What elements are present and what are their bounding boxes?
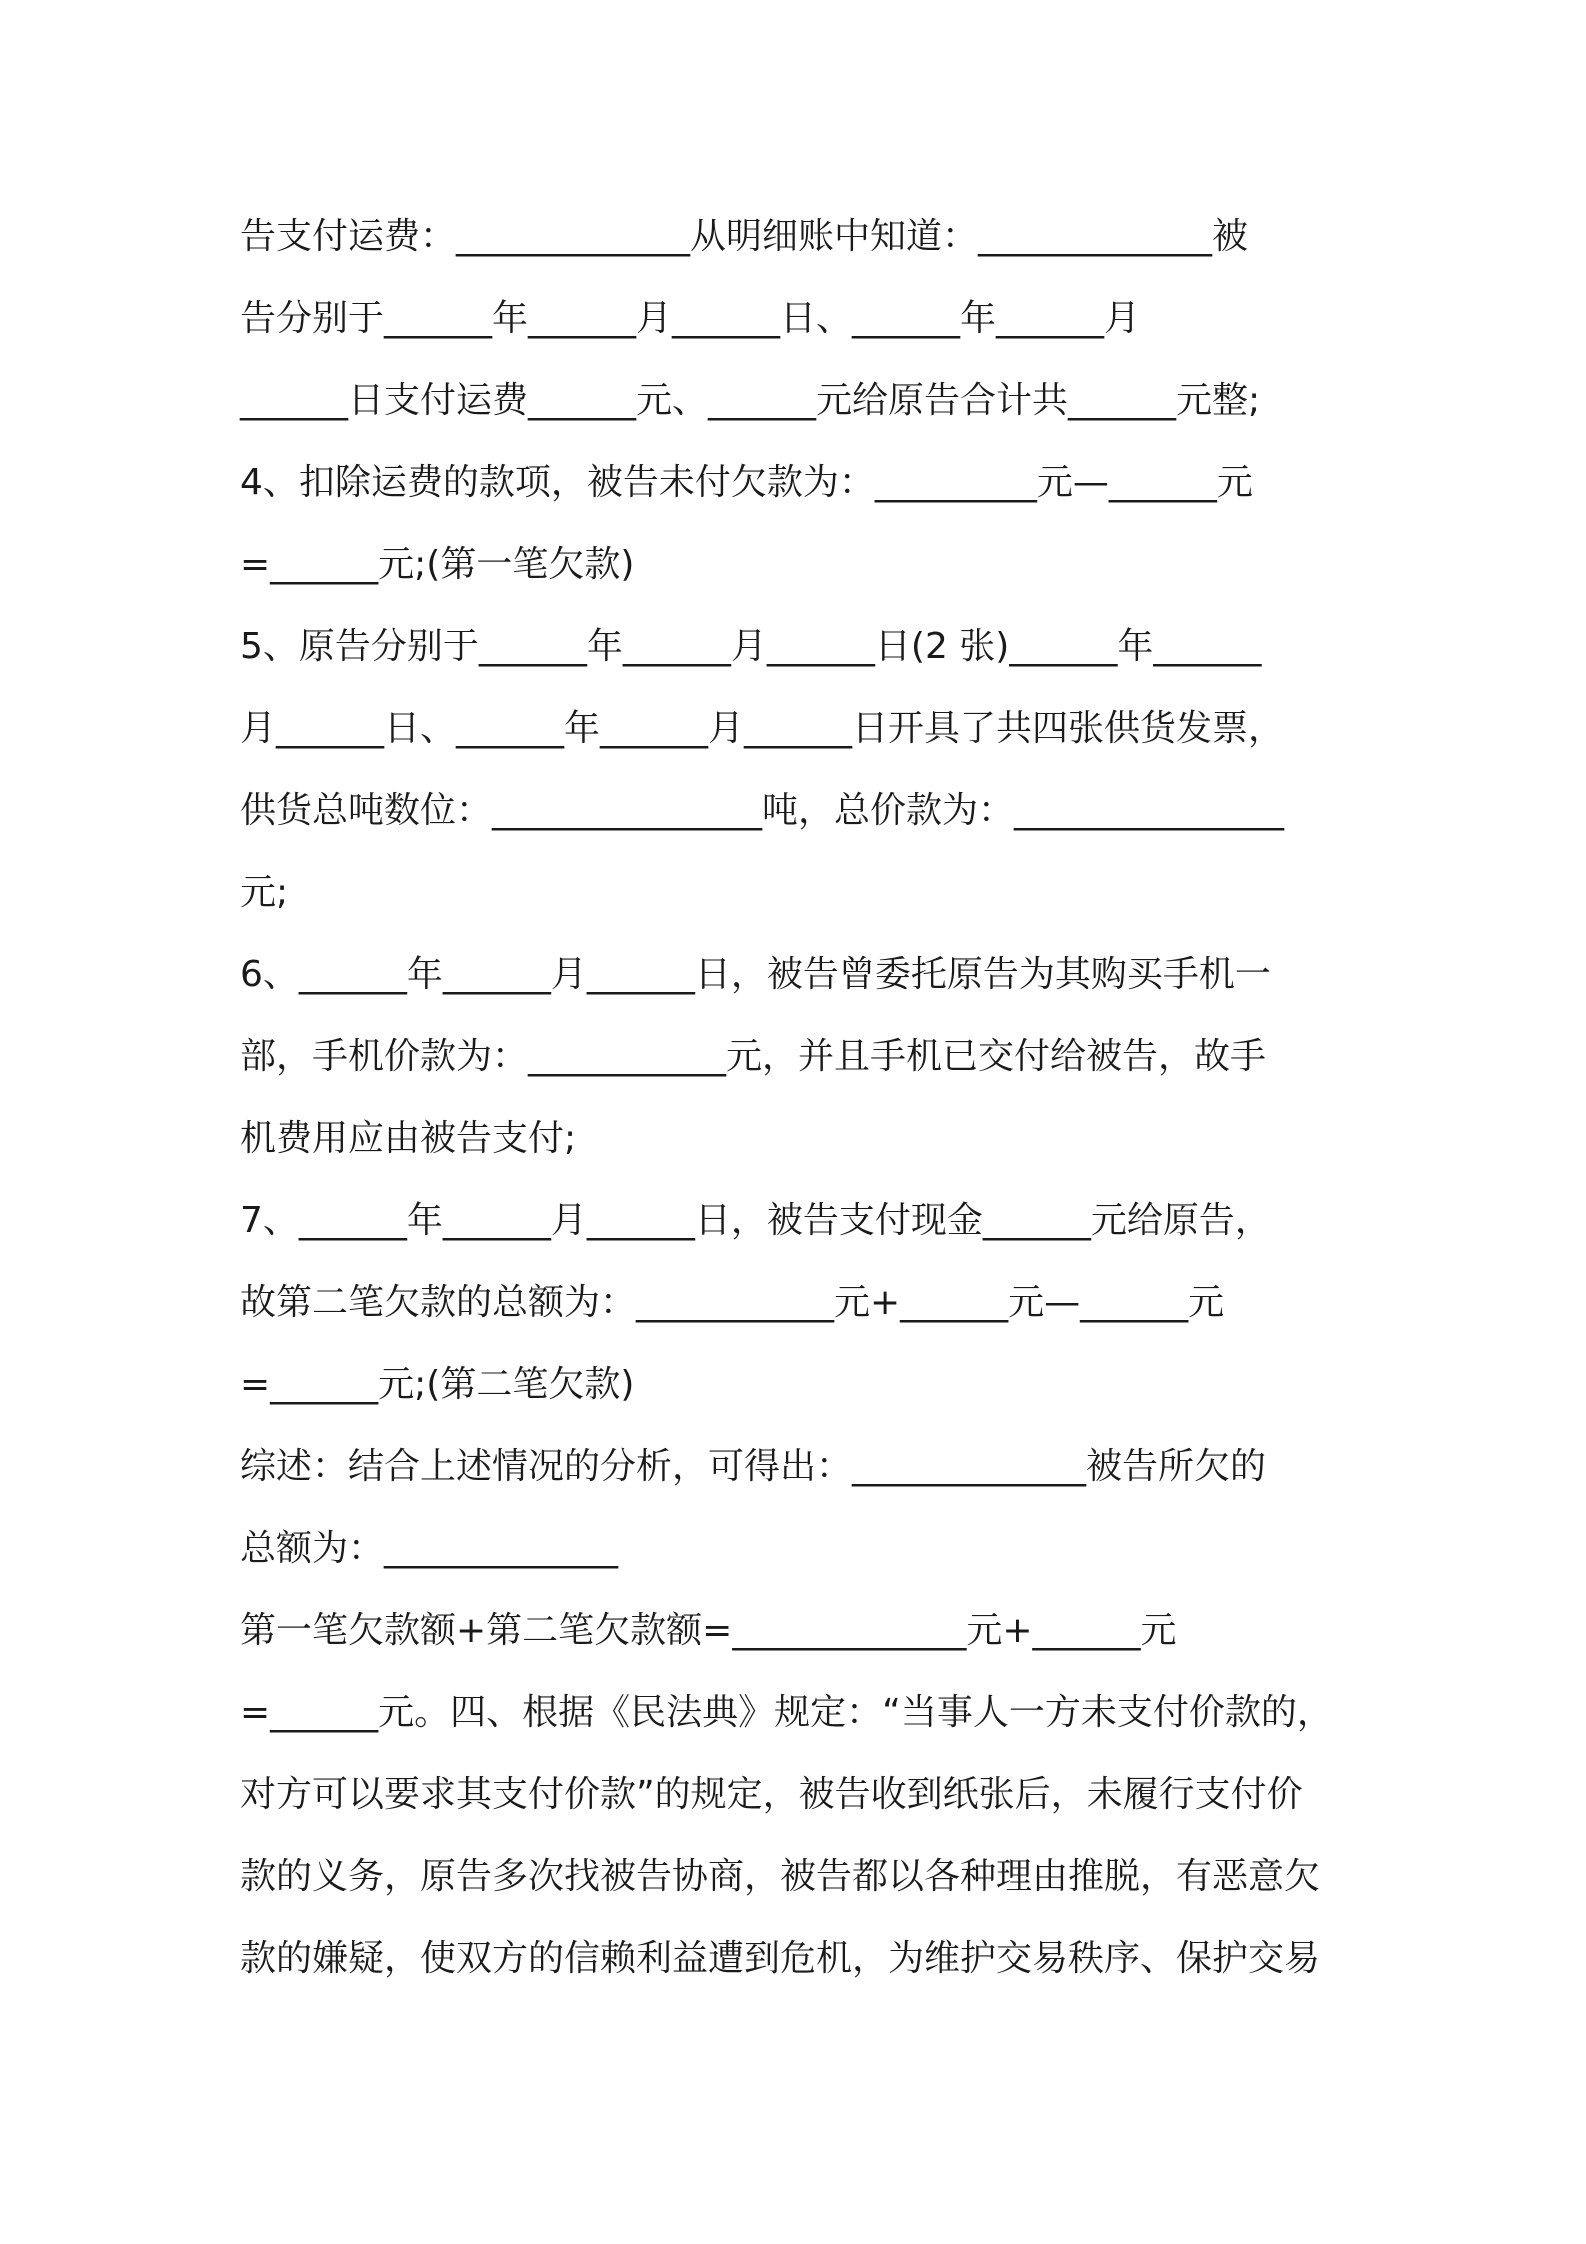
text-line-8: 供货总吨数位：_______________吨，总价款为：_______________ (240, 790, 1285, 831)
text-line-15: =______元;(第二笔欠款) (240, 1364, 635, 1405)
text-line-12: 机费用应由被告支付; (240, 1118, 577, 1159)
text-line-18: 第一笔欠款额+第二笔欠款额=_____________元+______元 (240, 1610, 1177, 1651)
text-line-2: 告分别于______年______月______日、______年______月 (240, 298, 1141, 339)
text-line-9: 元; (240, 872, 289, 913)
text-line-14: 故第二笔欠款的总额为：___________元+______元—______元 (240, 1282, 1225, 1323)
text-line-21: 款的义务，原告多次找被告协商，被告都以各种理由推脱，有恶意欠 (240, 1856, 1321, 1897)
text-line-19: =______元。四、根据《民法典》规定：“当事人一方未支付价款的， (240, 1692, 1333, 1733)
text-line-7: 月______日、______年______月______日开具了共四张供货发票， (240, 708, 1285, 749)
text-line-13: 7、______年______月______日，被告支付现金______元给原告， (240, 1200, 1271, 1241)
text-line-22: 款的嫌疑，使双方的信赖利益遭到危机，为维护交易秩序、保护交易 (240, 1938, 1321, 1979)
text-line-17: 总额为：_____________ (240, 1528, 619, 1569)
document-body (240, 196, 1360, 2000)
text-line-3: ______日支付运费______元、______元给原告合计共______元整; (240, 380, 1261, 421)
text-line-11: 部，手机价款为：___________元，并且手机已交付给被告，故手 (240, 1036, 1267, 1077)
text-line-16: 综述：结合上述情况的分析，可得出：_____________被告所欠的 (240, 1446, 1267, 1487)
text-line-5: =______元;(第一笔欠款) (240, 544, 635, 585)
text-line-4: 4、扣除运费的款项，被告未付欠款为：_________元—______元 (240, 462, 1253, 503)
text-line-6: 5、原告分别于______年______月______日(2 张)______年______ (240, 626, 1262, 667)
text-line-20: 对方可以要求其支付价款”的规定，被告收到纸张后，未履行支付价 (240, 1774, 1303, 1815)
text-line-10: 6、______年______月______日，被告曾委托原告为其购买手机一 (240, 954, 1271, 995)
text-line-1: 告支付运费：_____________从明细账中知道：_____________被 (240, 216, 1249, 257)
